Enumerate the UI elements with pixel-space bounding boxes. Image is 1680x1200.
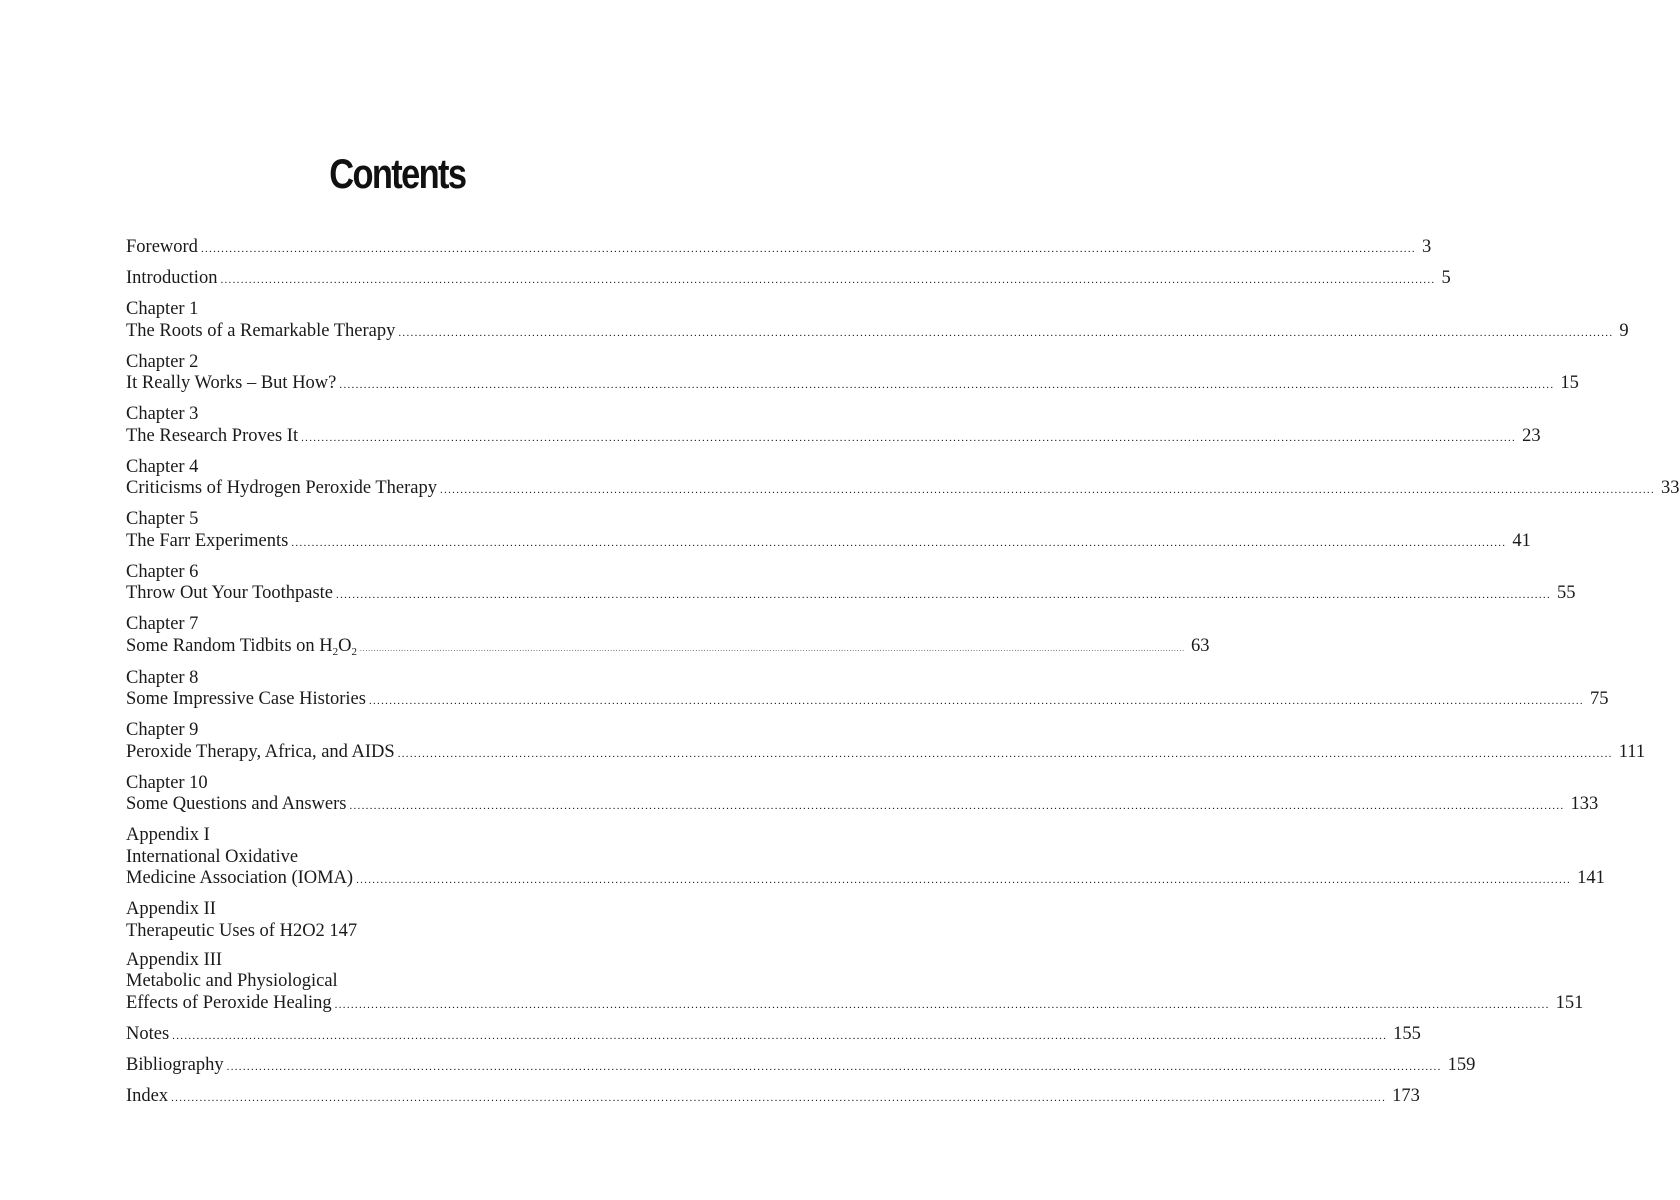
dot-leader: ............................................................................................................................................................................................................................................................................................................ (336, 589, 1552, 601)
dot-leader: ............................................................................................................................................................................................................................................................................................................ (440, 484, 1656, 496)
toc-entry (126, 237, 1432, 261)
toc-entry (126, 614, 1210, 660)
toc-entry-label: Chapter 7 (126, 614, 199, 634)
toc-entry-label: Chapter 10 (126, 772, 208, 793)
toc-entry-title: Some Random Tidbits on $H_2O_2$ (126, 635, 358, 658)
toc-entry-title: Some Questions and Answers (126, 794, 347, 814)
toc-entry (126, 1054, 1476, 1079)
toc-entry (126, 299, 1629, 344)
toc-entry (126, 456, 1680, 502)
dot-leader: ............................................................................................................................................................................................................................................................................................................ (301, 431, 1517, 444)
page-number: 155 (1393, 1023, 1421, 1044)
toc-entry (126, 720, 1646, 765)
page-number: 5 (1441, 268, 1451, 288)
page-number: 9 (1619, 320, 1629, 341)
dot-leader: ............................................................................................................................................................................................................................................................................................................ (356, 874, 1572, 886)
dot-leader: ............................................................................................................................................................................................................................................................................................................ (226, 1060, 1442, 1073)
toc-entry-title: Notes (126, 1023, 170, 1044)
dot-leader: ............................................................................................................................................................................................................................................................................................................ (368, 695, 1584, 707)
toc-entry (126, 772, 1599, 818)
toc-entry-title-line: Metabolic and Physiological (126, 971, 338, 991)
dot-leader: ............................................................................................................................................................................................................................................................................................................ (398, 326, 1614, 339)
page-number: 15 (1560, 373, 1579, 393)
page-number: 41 (1512, 530, 1531, 551)
dot-leader: ............................................................................................................................................................................................................................................................................................................ (360, 644, 1186, 653)
toc-entry (126, 1085, 1420, 1110)
page-number: 151 (1555, 992, 1584, 1013)
toc-entry-title-line: International Oxidative (126, 846, 299, 867)
toc-entry-label: Chapter 5 (126, 509, 199, 529)
toc-entry-title: Criticisms of Hydrogen Peroxide Therapy (126, 478, 438, 498)
toc-entry-label: Chapter 4 (126, 456, 199, 477)
page-number: 55 (1557, 583, 1576, 603)
toc-entry-label: Appendix I (126, 825, 210, 845)
toc-entry-label: Appendix III (126, 949, 223, 970)
dot-leader: ............................................................................................................................................................................................................................................................................................................ (349, 800, 1565, 812)
toc-entry-title: Some Impressive Case Histories (126, 689, 366, 709)
toc-entry (126, 509, 1531, 554)
toc-entry (126, 351, 1579, 397)
page-number: 75 (1589, 689, 1609, 709)
page-number: 23 (1522, 425, 1541, 446)
page-number: 159 (1447, 1054, 1476, 1075)
toc-entry-label: Chapter 9 (126, 720, 199, 740)
toc-entry (126, 899, 639, 942)
toc-entry-title: Throw Out Your Toothpaste (126, 583, 334, 603)
toc-entry-title: Introduction (126, 268, 218, 288)
toc-entry-label: Chapter 8 (126, 667, 199, 688)
toc-entry-label: Chapter 2 (126, 351, 199, 372)
dot-leader: ............................................................................................................................................................................................................................................................................................................ (171, 1091, 1387, 1104)
dot-leader: ............................................................................................................................................................................................................................................................................................................ (291, 536, 1507, 549)
table-of-contents (126, 237, 1680, 1117)
toc-entry-title: The Roots of a Remarkable Therapy (126, 320, 396, 341)
toc-entry-title: The Farr Experiments (126, 530, 289, 551)
dot-leader: ............................................................................................................................................................................................................................................................................................................ (339, 379, 1555, 391)
toc-entry-label: Chapter 6 (126, 561, 199, 582)
toc-entry-title: Peroxide Therapy, Africa, and AIDS (126, 741, 395, 762)
toc-entry-title: Index (126, 1085, 169, 1106)
page-number: 133 (1570, 794, 1599, 814)
page-number: 33 (1661, 478, 1680, 498)
toc-entry-title: The Research Proves It (126, 425, 299, 446)
dot-leader: ............................................................................................................................................................................................................................................................................................................ (334, 998, 1550, 1011)
dot-leader: ............................................................................................................................................................................................................................................................................................................ (220, 274, 1436, 286)
toc-entry-title: Foreword (126, 237, 198, 257)
toc-entry-label: Chapter 1 (126, 299, 199, 319)
page-number: 173 (1392, 1085, 1420, 1106)
toc-entry-label: Chapter 3 (126, 404, 199, 424)
toc-entry-title: Effects of Peroxide Healing (126, 992, 332, 1013)
page-number: 111 (1618, 741, 1646, 762)
toc-entry-title: Therapeutic Uses of H2O2 147 (126, 920, 358, 941)
toc-entry (126, 404, 1541, 449)
toc-entry-title: Bibliography (126, 1054, 224, 1075)
toc-entry (126, 825, 1605, 892)
toc-entry-label: Appendix II (126, 899, 216, 919)
page-title: Contents (329, 150, 466, 197)
toc-entry (126, 268, 1451, 292)
dot-leader: ............................................................................................................................................................................................................................................................................................................ (397, 747, 1613, 760)
dot-leader: ............................................................................................................................................................................................................................................................................................................ (172, 1029, 1388, 1042)
page-number: 63 (1191, 635, 1210, 656)
page-number: 141 (1577, 868, 1605, 888)
toc-entry (126, 561, 1576, 607)
dot-leader: ............................................................................................................................................................................................................................................................................................................ (200, 243, 1416, 255)
toc-entry-title: Medicine Association (IOMA) (126, 868, 354, 888)
page-number: 3 (1421, 237, 1432, 257)
toc-entry (126, 1023, 1421, 1048)
toc-entry-title: It Really Works – But How? (126, 373, 337, 393)
toc-entry (126, 949, 1584, 1017)
toc-entry (126, 667, 1609, 713)
